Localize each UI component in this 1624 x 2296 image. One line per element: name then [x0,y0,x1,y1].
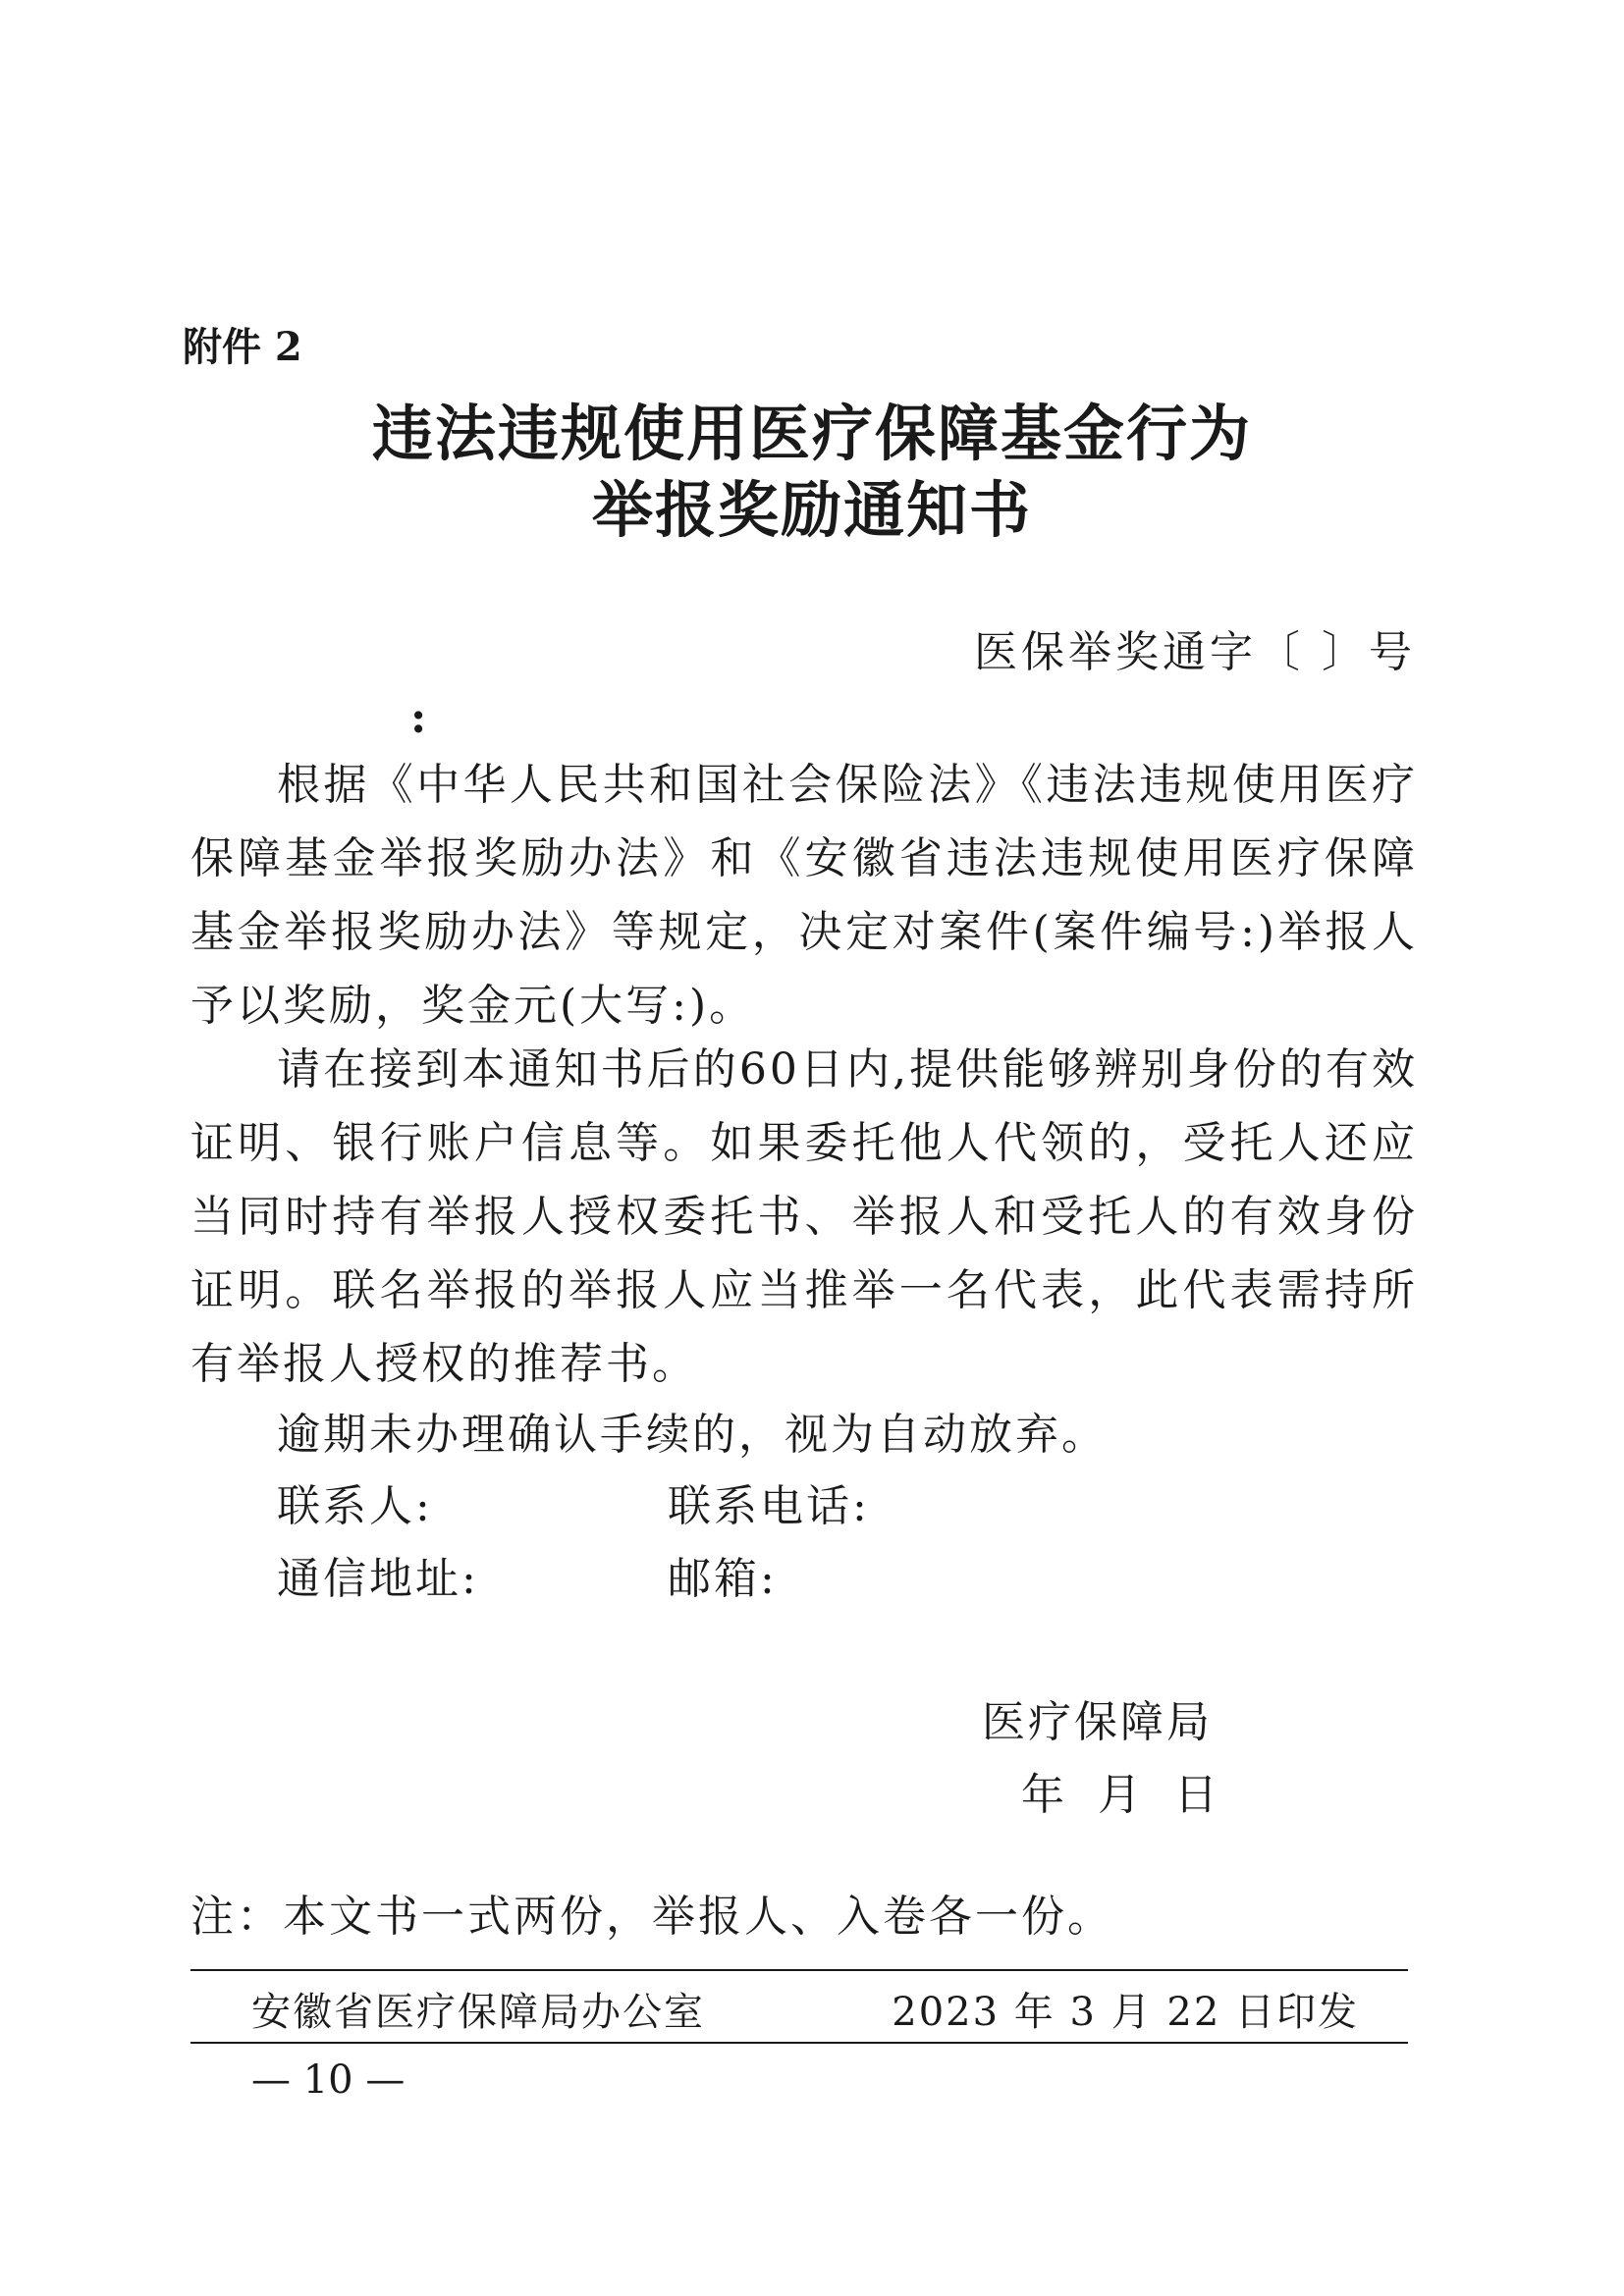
paragraph-legal-basis: 根据《中华人民共和国社会保险法》《违法违规使用医疗保障基金举报奖励办法》和《安徽省违法违规使用医疗保障基金举报奖励办法》等规定，决定对案件(案件编号:)举报人予以奖励，奖金元(大写:)。 [190,760,1418,1031]
mailing-address-label: 通信地址: [277,1554,479,1604]
document-title-line-2: 举报奖励通知书 [591,474,1032,546]
document-title-line-1: 违法违规使用医疗保障基金行为 [371,398,1252,469]
footer-top-rule [190,1969,1408,1971]
attachment-label: 附件 2 [183,324,302,370]
issue-date: 年 月 日 [1021,1770,1220,1820]
paragraph-instructions: 请在接到本通知书后的60日内,提供能够辨别身份的有效证明、银行账户信息等。如果委托他人代领的，受托人还应当同时持有举报人授权委托书、举报人和受托人的有效身份证明。联名举报的举报人应当推举一名代表，此代表需持所有举报人授权的推荐书。 [190,1044,1418,1389]
paragraph-expiry: 逾期未办理确认手续的，视为自动放弃。 [277,1410,1108,1460]
contact-person-label: 联系人: [277,1481,433,1531]
issuing-organization: 医疗保障局 [982,1697,1213,1747]
footer-print-date: 2023 年 3 月 22 日印发 [892,1990,1359,2035]
addressee-colon: : [410,693,427,743]
email-label: 邮箱: [668,1554,778,1604]
document-number: 医保举奖通字〔 〕号 [974,627,1416,677]
footer-bottom-rule [190,2042,1408,2044]
page-number: — 10 — [251,2057,406,2103]
footer-issuing-office: 安徽省医疗保障局办公室 [251,1990,705,2035]
contact-phone-label: 联系电话: [668,1481,870,1531]
note-text: 注：本文书一式两份，举报人、入卷各一份。 [190,1892,1113,1942]
